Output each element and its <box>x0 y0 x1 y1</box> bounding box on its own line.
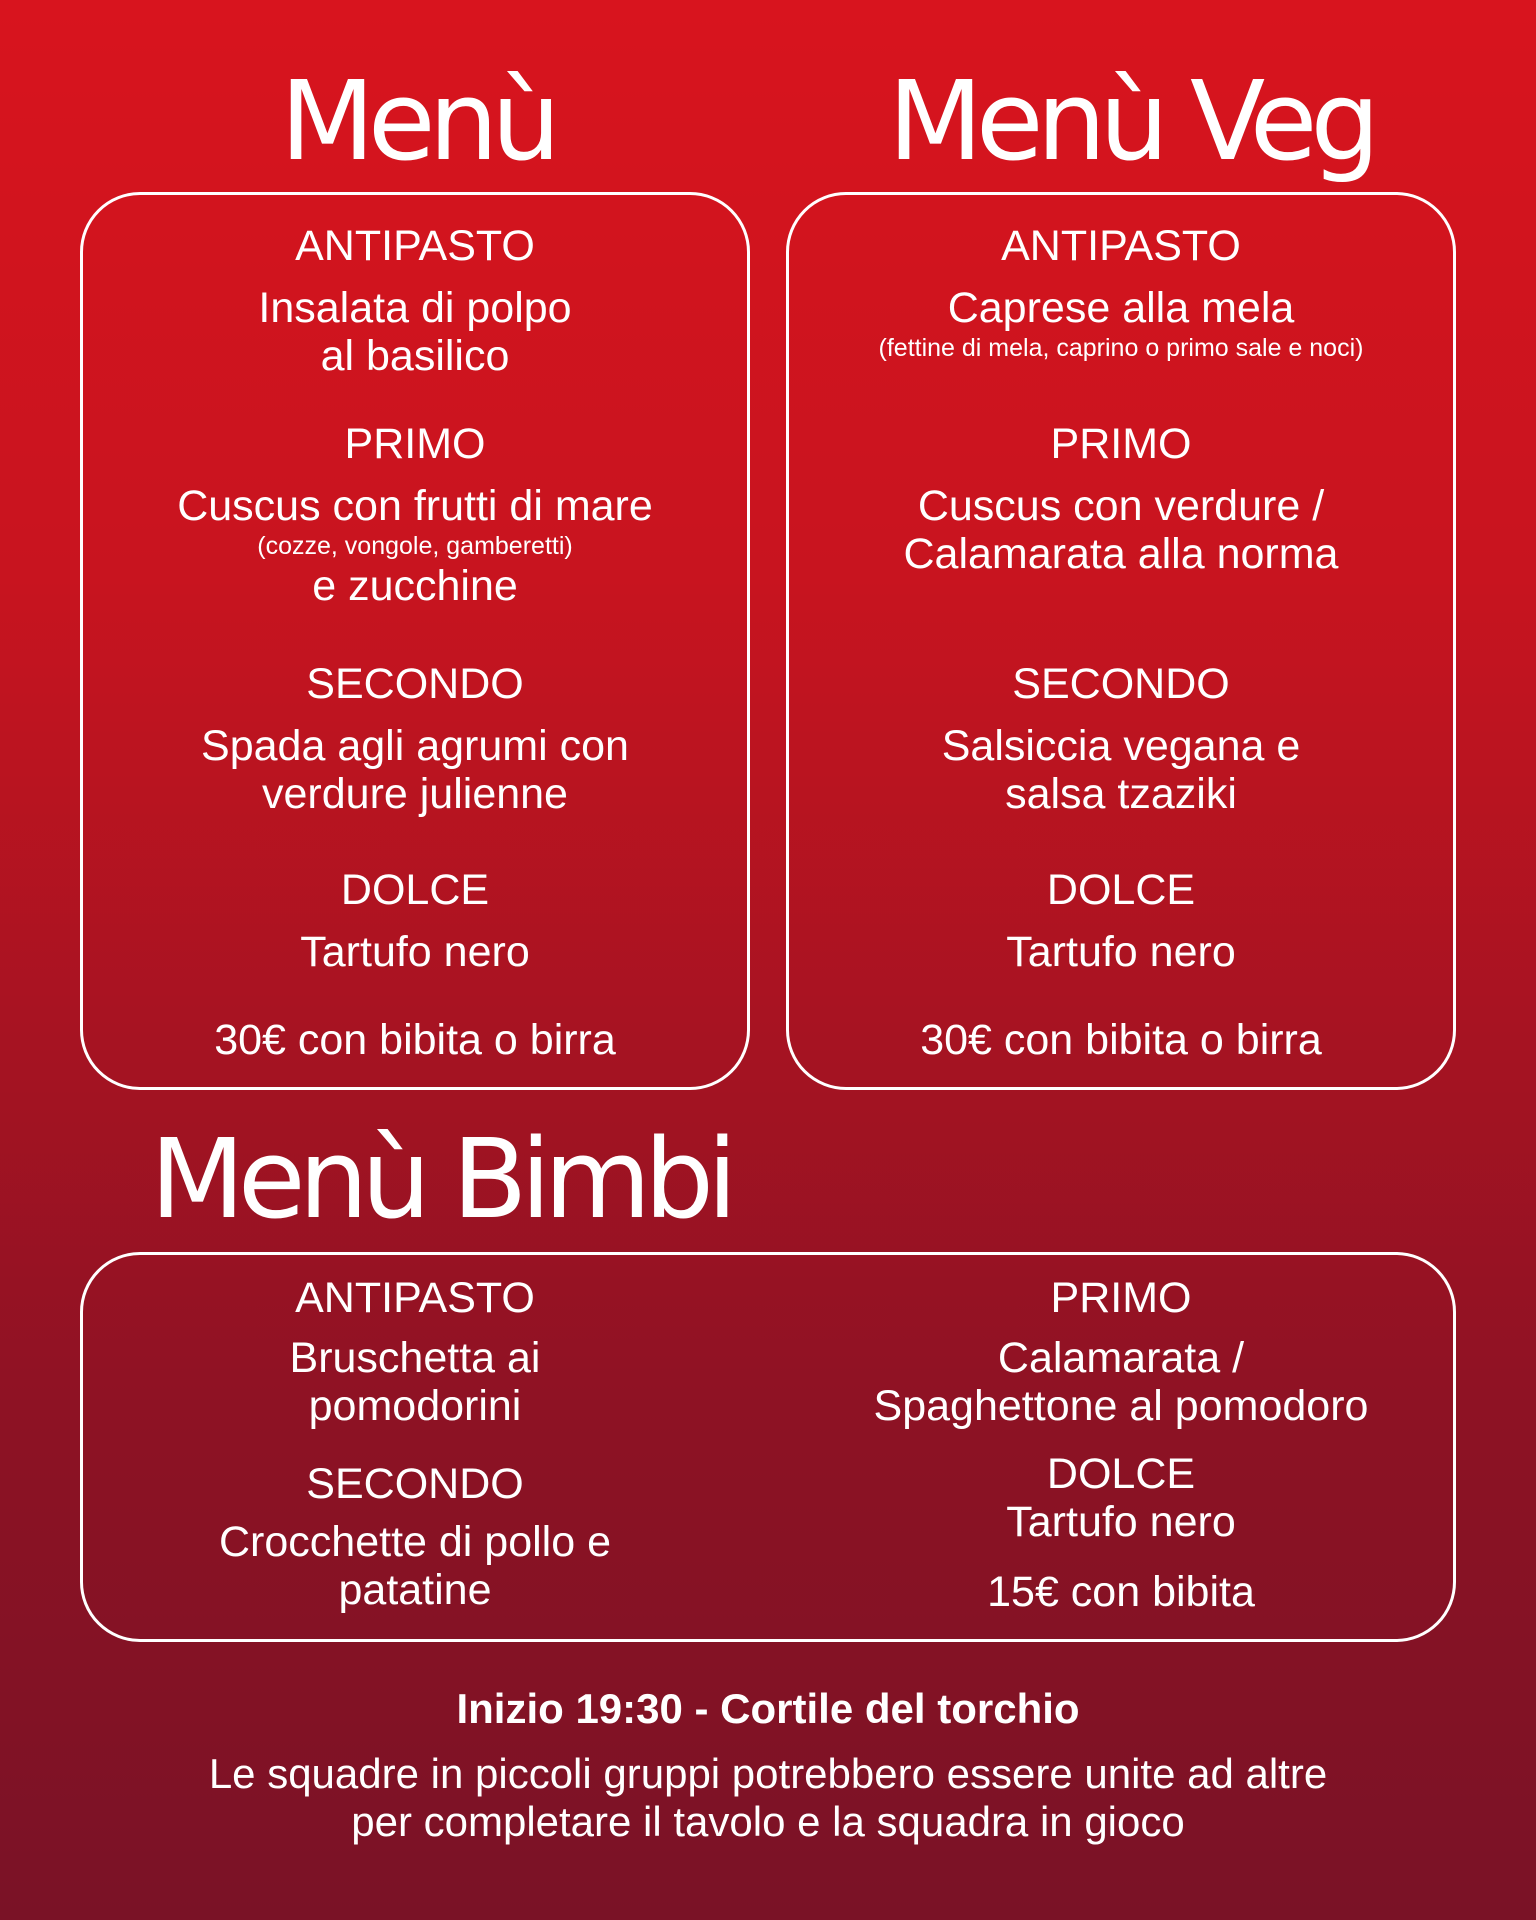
menu-dolce-label: DOLCE <box>340 866 490 914</box>
menu-bimbi-primo <box>786 1274 1456 1430</box>
menu-veg-primo <box>786 420 1456 578</box>
menu-secondo <box>80 660 750 818</box>
menu-dolce-line1: Tartufo nero <box>300 928 530 976</box>
menu-secondo-line2: verdure julienne <box>262 770 568 818</box>
menu-antipasto-line2: al basilico <box>320 332 510 380</box>
menu-veg-dolce-label: DOLCE <box>1046 866 1196 914</box>
menu-dolce <box>80 866 750 976</box>
menu-veg-price: 30€ con bibita o birra <box>920 1016 1322 1064</box>
menu-primo <box>80 420 750 610</box>
menu-primo-line2: e zucchine <box>312 562 518 610</box>
menu-bimbi-price: 15€ con bibita <box>987 1568 1255 1616</box>
footer-start-time: Inizio 19:30 - Cortile del torchio <box>456 1685 1080 1732</box>
menu-bimbi-dolce <box>786 1450 1456 1546</box>
menu-bimbi-primo-line2: Spaghettone al pomodoro <box>873 1382 1369 1430</box>
footer-note-line2: per completare il tavolo e la squadra in gioco <box>351 1798 1185 1845</box>
menu-veg-antipasto-line1: Caprese alla mela <box>947 284 1295 332</box>
menu-veg-secondo-line1: Salsiccia vegana e <box>941 722 1301 770</box>
menu-secondo-line1: Spada agli agrumi con <box>201 722 629 770</box>
menu-veg-secondo-label: SECONDO <box>1012 660 1230 708</box>
menu-antipasto-label: ANTIPASTO <box>295 222 535 270</box>
menu-primo-line1: Cuscus con frutti di mare <box>177 482 653 530</box>
menu-veg-primo-label: PRIMO <box>1050 420 1192 468</box>
menu-bimbi-secondo-line1: Crocchette di pollo e <box>219 1518 611 1566</box>
menu-title: Menù <box>280 57 555 185</box>
menu-antipasto <box>80 222 750 380</box>
menu-veg-title: Menù Veg <box>888 57 1374 185</box>
menu-veg-primo-line1: Cuscus con verdure / <box>917 482 1325 530</box>
menu-veg-dolce-line1: Tartufo nero <box>1006 928 1236 976</box>
menu-bimbi-primo-label: PRIMO <box>1050 1274 1192 1322</box>
menu-bimbi-title: Menù Bimbi <box>150 1115 731 1243</box>
menu-veg-antipasto <box>786 222 1456 364</box>
menu-primo-note: (cozze, vongole, gamberetti) <box>257 532 573 560</box>
menu-secondo-label: SECONDO <box>306 660 524 708</box>
menu-price: 30€ con bibita o birra <box>214 1016 616 1064</box>
menu-veg-secondo-line2: salsa tzaziki <box>1005 770 1237 818</box>
menu-bimbi-primo-line1: Calamarata / <box>997 1334 1245 1382</box>
menu-bimbi-dolce-label: DOLCE <box>1046 1450 1196 1498</box>
footer <box>0 1684 1536 1846</box>
menu-veg-antipasto-note: (fettine di mela, caprino o primo sale e noci) <box>878 334 1364 362</box>
menu-bimbi-antipasto <box>95 1274 735 1430</box>
menu-bimbi-dolce-line1: Tartufo nero <box>1006 1498 1236 1546</box>
menu-veg-antipasto-label: ANTIPASTO <box>1001 222 1241 270</box>
menu-veg-dolce <box>786 866 1456 976</box>
menu-veg-secondo <box>786 660 1456 818</box>
menu-bimbi-antipasto-label: ANTIPASTO <box>295 1274 535 1322</box>
menu-antipasto-line1: Insalata di polpo <box>258 284 572 332</box>
menu-veg-primo-line2: Calamarata alla norma <box>903 530 1339 578</box>
footer-note-line1: Le squadre in piccoli gruppi potrebbero essere unite ad altre <box>208 1750 1328 1797</box>
menu-bimbi-secondo <box>95 1460 735 1614</box>
menu-bimbi-secondo-line2: patatine <box>338 1566 492 1614</box>
menu-primo-label: PRIMO <box>344 420 486 468</box>
menu-bimbi-antipasto-line2: pomodorini <box>308 1382 522 1430</box>
menu-bimbi-antipasto-line1: Bruschetta ai <box>289 1334 541 1382</box>
menu-bimbi-secondo-label: SECONDO <box>306 1460 524 1508</box>
